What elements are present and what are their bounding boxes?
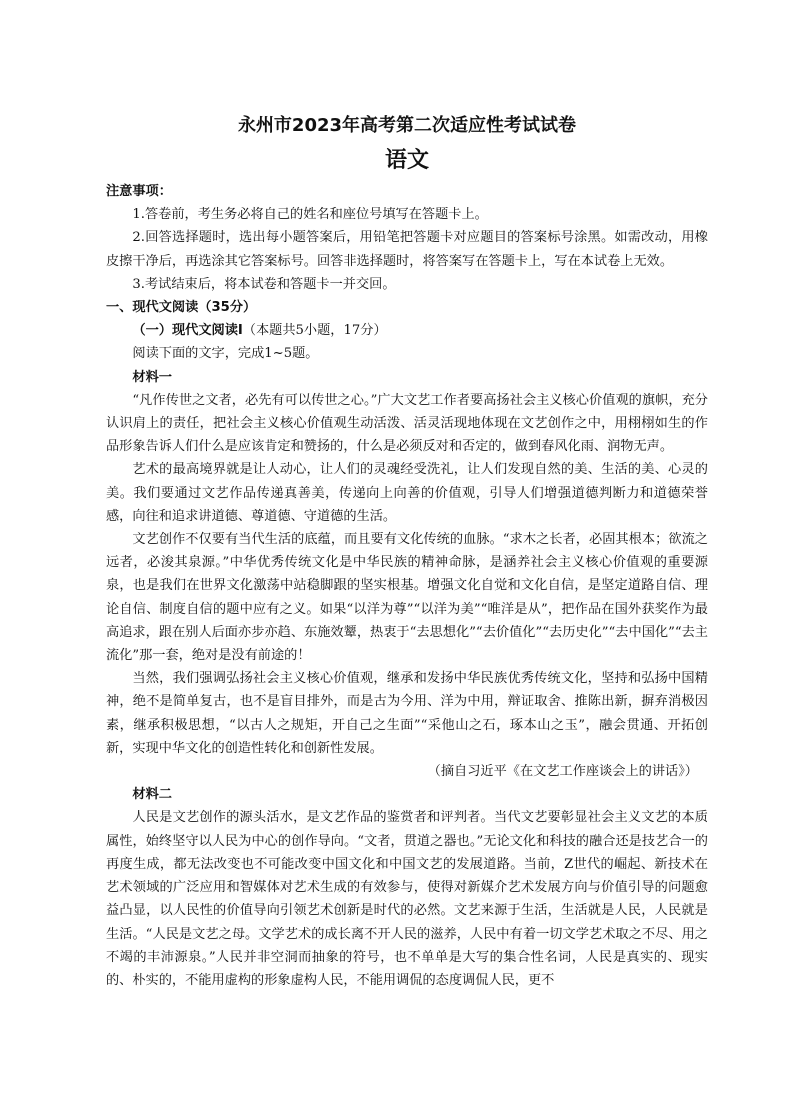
reading-instruction: 阅读下面的文字，完成1~5题。: [132, 346, 319, 362]
notice-item-3: 3.考试结束后，将本试卷和答题卡一并交回。: [132, 276, 396, 292]
material-1-label: 材料一: [132, 369, 172, 385]
material-1-paragraph: “凡作传世之文者，必先有可以传世之心。”广大文艺工作者要高扬社会主义核心价值观的旗帜，充分认识肩上的责任，把社会主义核心价值观生动活泼、活灵活现地体现在文艺创作之中，用栩栩如生的作品形象告诉人们什么是应该肯定和赞扬的，什么是必须反对和否定的，做到春风化雨、润物无声。: [106, 392, 708, 455]
notice-heading: 注意事项：: [106, 184, 172, 199]
material-2-paragraph: 人民是文艺创作的源头活水，是文艺作品的鉴赏者和评判者。当代文艺要彰显社会主义文艺的本质属性，始终坚守以人民为中心的创作导向。“文者，贯道之器也。”无论文化和科技的融合还是技艺合一的再度生成，都无法改变也不可能改变中国文化和中国文艺的发展道路。当前，Z世代的崛起、新技术在艺术领域的广泛应用和智媒体对艺术生成的有效参与，使得对新媒介艺术发展方向与价值引导的问题愈益凸显，以人民性的价值导向引领艺术创新是时代的必然。文艺来源于生活，生活就是人民，人民就是生活。“人民是文艺之母。文学艺术的成长离不开人民的滋养，人民中有着一切文学艺术取之不尽、用之不竭的丰沛源泉。”人民并非空洞而抽象的符号，也不单单是大写的集合性名词，人民是真实的、现实的、朴实的，不能用虚构的形象虚构人民，不能用调侃的态度调侃人民，更不: [106, 810, 708, 988]
part-heading: [106, 319, 708, 342]
subject-title: 语文: [384, 148, 429, 173]
notice-item-1: 1.答卷前，考生务必将自己的姓名和座位号填写在答题卡上。: [132, 207, 488, 223]
exam-title: 永州市2023年高考第二次适应性考试试卷: [237, 115, 577, 136]
material-1-paragraph: 艺术的最高境界就是让人动心，让人们的灵魂经受洗礼，让人们发现自然的美、生活的美、心灵的美。我们要通过文艺作品传递真善美，传递向上向善的价值观，引导人们增强道德判断力和道德荣誉感，向往和追求讲道德、尊道德、守道德的生活。: [106, 462, 708, 524]
material-1-source: （摘自习近平《在文艺工作座谈会上的讲话》）: [427, 764, 698, 780]
section-heading: 一、现代文阅读（35分）: [106, 300, 257, 316]
material-1-paragraph: 文艺创作不仅要有当代生活的底蕴，而且要有文化传统的血脉。“求木之长者，必固其根本；欲流之远者，必浚其泉源。”中华优秀传统文化是中华民族的精神命脉，是涵养社会主义核心价值观的重要源泉，也是我们在世界文化激荡中站稳脚跟的坚实根基。增强文化自觉和文化自信，是坚定道路自信、理论自信、制度自信的题中应有之义。如果“以洋为尊”“以洋为美”“唯洋是从”，把作品在国外获奖作为最高追求，跟在别人后面亦步亦趋、东施效颦，热衷于“去思想化”“去价值化”“去历史化”“去中国化”“去主流化”那一套，绝对是没有前途的！: [106, 532, 708, 664]
part-label: （一）现代文阅读Ⅰ: [132, 323, 243, 339]
material-1-paragraph: 当然，我们强调弘扬社会主义核心价值观，继承和发扬中华民族优秀传统文化，坚持和弘扬中国精神，绝不是简单复古，也不是盲目排外，而是古为今用、洋为中用，辩证取舍、推陈出新，摒弃消极因素，继承积极思想，“以古人之规矩，开自己之生面”“采他山之石，琢本山之玉”，融会贯通、开拓创新，实现中华文化的创造性转化和创新性发展。: [106, 671, 708, 756]
material-2-label: 材料二: [132, 787, 172, 803]
notice-item-2: 2.回答选择题时，选出每小题答案后，用铅笔把答题卡对应题目的答案标号涂黑。如需改动，用橡皮擦干净后，再选涂其它答案标号。回答非选择题时，将答案写在答题卡上，写在本试卷上无效。: [106, 230, 708, 269]
part-note: （本题共5小题，17分）: [242, 323, 387, 339]
